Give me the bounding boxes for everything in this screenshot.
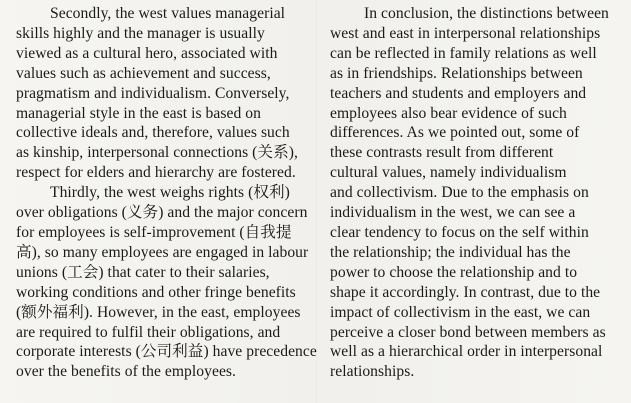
text-line: as in friendships. Relationships between xyxy=(330,64,583,82)
text-line: impact of collectivism in the east, we can xyxy=(330,303,591,321)
text-line: can be reflected in family relations as well xyxy=(330,44,597,62)
text-line: perceive a closer bond between members as xyxy=(330,323,606,341)
text-line: unions (工会) that cater to their salaries, xyxy=(16,263,270,281)
text-line: collective ideals and, therefore, values such xyxy=(16,124,290,142)
text-line: west and east in interpersonal relationships xyxy=(330,24,601,42)
text-line: these contrasts result from different xyxy=(330,144,554,162)
text-line: clear tendency to focus on the self within xyxy=(330,223,589,241)
text-line: working conditions and other fringe benefits xyxy=(16,283,296,301)
text-line: as kinship, interpersonal connections (关系), xyxy=(16,144,298,162)
text-line: viewed as a cultural hero, associated with xyxy=(16,44,278,62)
text-line: shape it accordingly. In contrast, due to the xyxy=(330,283,601,301)
text-line: cultural values, namely individualism xyxy=(330,164,567,182)
text-line: 高), so many employees are engaged in labour xyxy=(16,243,309,261)
text-line: In conclusion, the distinctions between xyxy=(364,5,609,22)
text-line: differences. As we pointed out, some of xyxy=(330,124,580,142)
text-line: and collectivism. Due to the emphasis on xyxy=(330,184,589,202)
text-line: corporate interests (公司利益) have precedence xyxy=(16,343,317,361)
text-line: power to choose the relationship and to xyxy=(330,263,578,281)
text-line: for employees is self-improvement (自我提 xyxy=(16,223,292,241)
text-line: relationships. xyxy=(330,363,415,381)
text-line: are required to fulfil their obligations, and xyxy=(16,323,281,341)
text-line: individualism in the west, we can see a xyxy=(330,204,576,222)
text-line: managerial style in the east is based on xyxy=(16,104,261,122)
text-line: respect for elders and hierarchy are fostered. xyxy=(16,164,296,182)
text-line: over the benefits of the employees. xyxy=(16,363,236,381)
text-line: values such as achievement and success, xyxy=(16,64,271,82)
text-line: pragmatism and individualism. Conversely, xyxy=(16,84,290,102)
text-line: employees also bear evidence of such xyxy=(330,104,567,122)
text-line: over obligations (义务) and the major concern xyxy=(16,204,308,222)
text-line: Secondly, the west values managerial xyxy=(50,5,286,22)
left-column xyxy=(16,4,317,382)
text-line: the relationship; the individual has the xyxy=(330,243,571,261)
text-line: Thirdly, the west weighs rights (权利) xyxy=(50,184,290,202)
text-line: teachers and students and employers and xyxy=(330,84,587,102)
text-line: (额外福利). However, in the east, employees xyxy=(16,303,301,321)
right-column xyxy=(330,4,622,382)
text-line: well as a hierarchical order in interpersonal xyxy=(330,343,603,361)
text-line: skills highly and the manager is usually xyxy=(16,24,265,42)
